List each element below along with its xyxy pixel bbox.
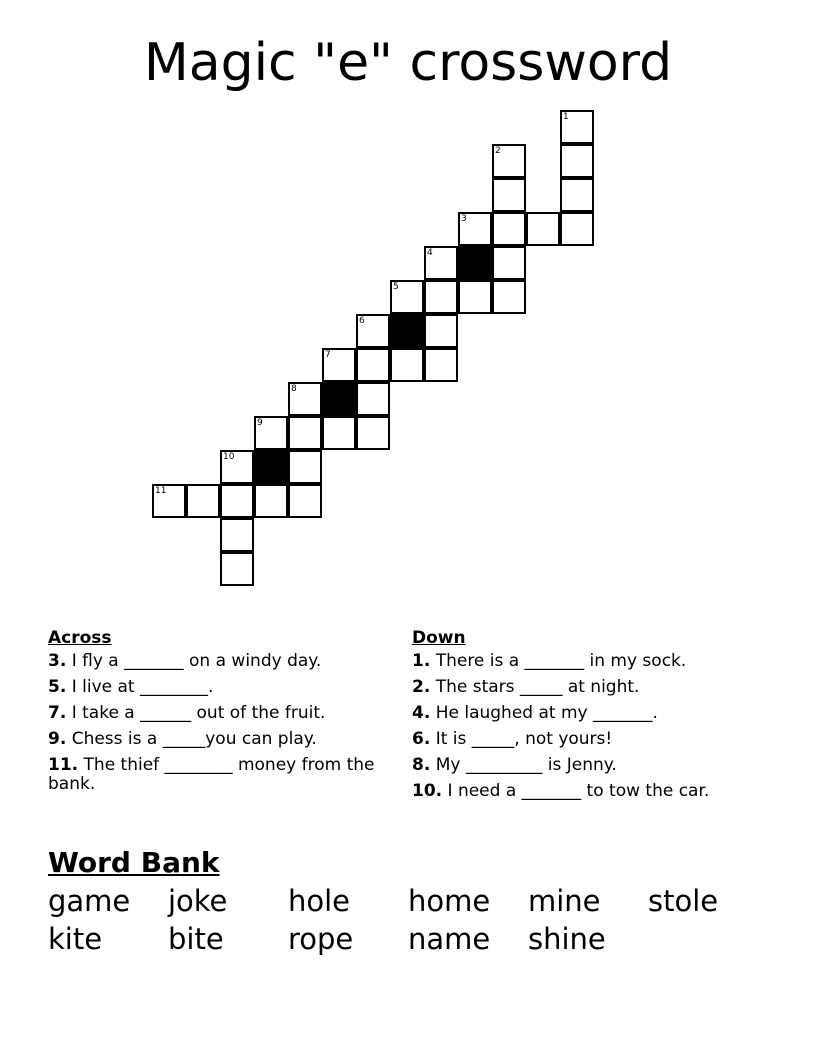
- clue-number: 10.: [412, 781, 443, 801]
- clue-number: 8: [291, 384, 297, 394]
- answer-cell[interactable]: [220, 484, 254, 518]
- answer-cell[interactable]: [322, 348, 356, 382]
- clue-number: 9: [257, 418, 263, 428]
- answer-cell[interactable]: [254, 484, 288, 518]
- word-bank-word: hole: [288, 884, 351, 918]
- clue-number: 1.: [412, 651, 431, 671]
- clue-number: 5.: [48, 677, 67, 697]
- answer-cell[interactable]: [288, 416, 322, 450]
- answer-cell[interactable]: [356, 416, 390, 450]
- answer-cell[interactable]: [424, 348, 458, 382]
- across-clues: [48, 628, 378, 801]
- down-clues: [412, 628, 762, 808]
- clue-text: There is a _______ in my sock.: [435, 651, 687, 671]
- answer-cell[interactable]: [356, 314, 390, 348]
- clue-text: The thief ________ money from the bank.: [48, 755, 375, 794]
- answer-cell[interactable]: [458, 212, 492, 246]
- answer-cell[interactable]: [492, 280, 526, 314]
- word-bank-word: bite: [168, 922, 224, 956]
- word-bank-word: kite: [48, 922, 103, 956]
- clue-number: 2: [495, 146, 501, 156]
- clue-number: 11.: [48, 755, 79, 775]
- answer-cell[interactable]: [492, 144, 526, 178]
- answer-cell[interactable]: [152, 484, 186, 518]
- answer-cell[interactable]: [288, 484, 322, 518]
- answer-cell[interactable]: [390, 348, 424, 382]
- answer-cell[interactable]: [458, 280, 492, 314]
- answer-cell[interactable]: [492, 178, 526, 212]
- word-bank-word: shine: [528, 922, 606, 956]
- clue-number: 1: [563, 112, 569, 122]
- answer-cell[interactable]: [288, 382, 322, 416]
- clue-number: 6.: [412, 729, 431, 749]
- answer-cell[interactable]: [254, 416, 288, 450]
- clue-text: I live at ________.: [71, 677, 214, 697]
- across-heading: Across: [48, 628, 112, 648]
- answer-cell[interactable]: [424, 246, 458, 280]
- down-clue: [412, 756, 762, 775]
- answer-cell[interactable]: [220, 552, 254, 586]
- across-clue-list: [48, 652, 378, 794]
- clue-number: 9.: [48, 729, 67, 749]
- word-bank: [48, 882, 768, 958]
- answer-cell[interactable]: [220, 518, 254, 552]
- answer-cell[interactable]: [220, 450, 254, 484]
- answer-cell[interactable]: [526, 212, 560, 246]
- clue-number: 10: [223, 452, 235, 462]
- word-bank-word: joke: [168, 884, 228, 918]
- answer-cell[interactable]: [356, 382, 390, 416]
- clue-text: I fly a _______ on a windy day.: [71, 651, 322, 671]
- answer-cell[interactable]: [424, 280, 458, 314]
- black-square: [390, 314, 424, 348]
- clue-text: My _________ is Jenny.: [435, 755, 617, 775]
- clue-text: I need a _______ to tow the car.: [447, 781, 710, 801]
- down-clue: [412, 704, 762, 723]
- clue-text: It is _____, not yours!: [435, 729, 613, 749]
- answer-cell[interactable]: [560, 144, 594, 178]
- clue-number: 11: [155, 486, 167, 496]
- answer-cell[interactable]: [356, 348, 390, 382]
- clue-number: 6: [359, 316, 365, 326]
- answer-cell[interactable]: [560, 110, 594, 144]
- clue-number: 7: [325, 350, 331, 360]
- clue-text: The stars _____ at night.: [435, 677, 640, 697]
- clue-number: 2.: [412, 677, 431, 697]
- clue-number: 3.: [48, 651, 67, 671]
- answer-cell[interactable]: [322, 416, 356, 450]
- across-clue: [48, 756, 378, 794]
- down-clue: [412, 730, 762, 749]
- across-clue: [48, 678, 378, 697]
- answer-cell[interactable]: [560, 178, 594, 212]
- clue-text: I take a ______ out of the fruit.: [71, 703, 326, 723]
- across-clue: [48, 730, 378, 749]
- down-clue: [412, 782, 762, 801]
- clue-number: 7.: [48, 703, 67, 723]
- answer-cell[interactable]: [424, 314, 458, 348]
- clue-text: He laughed at my _______.: [435, 703, 658, 723]
- answer-cell[interactable]: [186, 484, 220, 518]
- clue-number: 4.: [412, 703, 431, 723]
- clue-number: 4: [427, 248, 433, 258]
- clue-text: Chess is a _____you can play.: [71, 729, 317, 749]
- across-clue: [48, 704, 378, 723]
- word-bank-title: Word Bank: [48, 846, 220, 879]
- down-clue-list: [412, 652, 762, 801]
- word-bank-word: name: [408, 922, 491, 956]
- answer-cell[interactable]: [288, 450, 322, 484]
- answer-cell[interactable]: [492, 212, 526, 246]
- page-title: Magic "e" crossword: [143, 33, 673, 93]
- answer-cell[interactable]: [492, 246, 526, 280]
- clue-number: 5: [393, 282, 399, 292]
- down-clue: [412, 678, 762, 697]
- word-bank-word: stole: [648, 884, 719, 918]
- across-clue: [48, 652, 378, 671]
- down-clue: [412, 652, 762, 671]
- black-square: [254, 450, 288, 484]
- black-square: [322, 382, 356, 416]
- down-heading: Down: [412, 628, 466, 648]
- clue-number: 3: [461, 214, 467, 224]
- word-bank-word: rope: [288, 922, 354, 956]
- word-bank-word: game: [48, 884, 131, 918]
- answer-cell[interactable]: [560, 212, 594, 246]
- clue-number: 8.: [412, 755, 431, 775]
- answer-cell[interactable]: [390, 280, 424, 314]
- black-square: [458, 246, 492, 280]
- word-bank-word: home: [408, 884, 491, 918]
- word-bank-word: mine: [528, 884, 601, 918]
